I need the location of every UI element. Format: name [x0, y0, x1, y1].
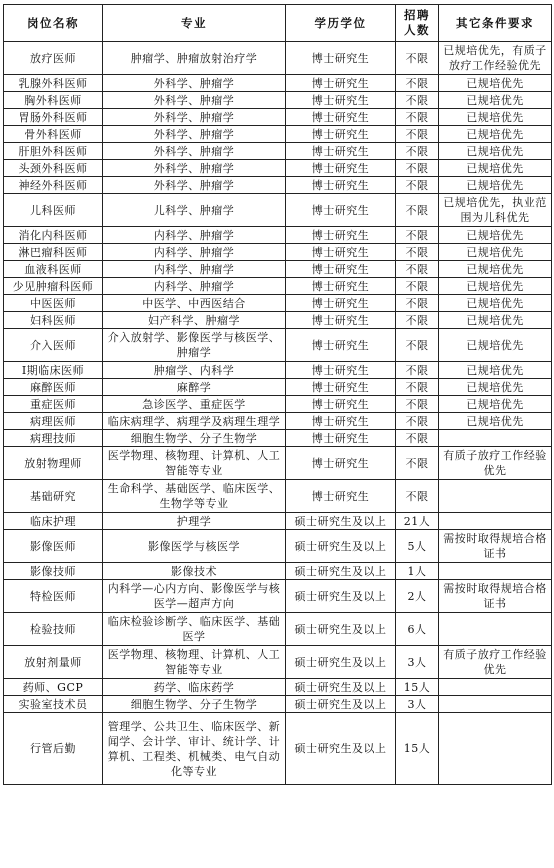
major-cell: 外科学、肿瘤学 [103, 126, 286, 143]
position-cell: 中医医师 [4, 295, 103, 312]
position-cell: 放疗医师 [4, 42, 103, 75]
position-cell: 妇科医师 [4, 312, 103, 329]
major-cell: 外科学、肿瘤学 [103, 109, 286, 126]
table-row [4, 679, 552, 696]
count-cell: 不限 [396, 244, 439, 261]
major-cell: 外科学、肿瘤学 [103, 160, 286, 177]
table-row [4, 295, 552, 312]
major-cell: 肿瘤学、内科学 [103, 362, 286, 379]
position-cell: 行管后勤 [4, 713, 103, 785]
requirements-cell: 已规培优先 [439, 143, 552, 160]
count-cell: 不限 [396, 160, 439, 177]
table-row [4, 329, 552, 362]
requirements-cell [439, 679, 552, 696]
position-cell: 检验技师 [4, 613, 103, 646]
header-position: 岗位名称 [4, 5, 103, 42]
position-cell: 放射物理师 [4, 447, 103, 480]
position-cell: 少见肿瘤科医师 [4, 278, 103, 295]
degree-cell: 硕士研究生及以上 [286, 513, 396, 530]
major-cell: 药学、临床药学 [103, 679, 286, 696]
requirements-cell [439, 513, 552, 530]
major-cell: 外科学、肿瘤学 [103, 75, 286, 92]
major-cell: 外科学、肿瘤学 [103, 143, 286, 160]
count-cell: 不限 [396, 396, 439, 413]
degree-cell: 博士研究生 [286, 126, 396, 143]
table-row [4, 92, 552, 109]
table-row [4, 261, 552, 278]
degree-cell: 博士研究生 [286, 396, 396, 413]
major-cell: 肿瘤学、肿瘤放射治疗学 [103, 42, 286, 75]
header-degree: 学历学位 [286, 5, 396, 42]
degree-cell: 博士研究生 [286, 278, 396, 295]
count-cell: 5人 [396, 530, 439, 563]
position-cell: 病理技师 [4, 430, 103, 447]
degree-cell: 博士研究生 [286, 329, 396, 362]
requirements-cell: 有质子放疗工作经验优先 [439, 646, 552, 679]
degree-cell: 博士研究生 [286, 362, 396, 379]
degree-cell: 硕士研究生及以上 [286, 613, 396, 646]
requirements-cell: 已规培优先 [439, 329, 552, 362]
count-cell: 不限 [396, 329, 439, 362]
count-cell: 不限 [396, 413, 439, 430]
table-row [4, 362, 552, 379]
position-cell: 肝胆外科医师 [4, 143, 103, 160]
count-cell: 不限 [396, 295, 439, 312]
requirements-cell: 已规培优先 [439, 244, 552, 261]
degree-cell: 硕士研究生及以上 [286, 696, 396, 713]
major-cell: 外科学、肿瘤学 [103, 92, 286, 109]
degree-cell: 硕士研究生及以上 [286, 580, 396, 613]
requirements-cell: 需按时取得规培合格证书 [439, 580, 552, 613]
count-cell: 6人 [396, 613, 439, 646]
table-row [4, 513, 552, 530]
position-cell: 乳腺外科医师 [4, 75, 103, 92]
table-row [4, 447, 552, 480]
requirements-cell [439, 713, 552, 785]
table-row [4, 530, 552, 563]
requirements-cell: 已规培优先 [439, 227, 552, 244]
degree-cell: 博士研究生 [286, 75, 396, 92]
requirements-cell: 已规培优先 [439, 278, 552, 295]
major-cell: 细胞生物学、分子生物学 [103, 696, 286, 713]
table-header-row [4, 5, 552, 42]
position-cell: 介入医师 [4, 329, 103, 362]
table-row [4, 646, 552, 679]
degree-cell: 硕士研究生及以上 [286, 713, 396, 785]
major-cell: 儿科学、肿瘤学 [103, 194, 286, 227]
major-cell: 内科学、肿瘤学 [103, 227, 286, 244]
major-cell: 医学物理、核物理、计算机、人工智能等专业 [103, 646, 286, 679]
major-cell: 医学物理、核物理、计算机、人工智能等专业 [103, 447, 286, 480]
position-cell: 特检医师 [4, 580, 103, 613]
position-cell: 药师、GCP [4, 679, 103, 696]
position-cell: 临床护理 [4, 513, 103, 530]
count-cell: 不限 [396, 75, 439, 92]
position-cell: 基础研究 [4, 480, 103, 513]
major-cell: 护理学 [103, 513, 286, 530]
requirements-cell [439, 480, 552, 513]
count-cell: 不限 [396, 126, 439, 143]
requirements-cell: 已规培优先，执业范围为儿科优先 [439, 194, 552, 227]
degree-cell: 硕士研究生及以上 [286, 646, 396, 679]
recruitment-table-container [3, 4, 551, 785]
major-cell: 管理学、公共卫生、临床医学、新闻学、会计学、审计、统计学、计算机、工程类、机械类、电气自动化等专业 [103, 713, 286, 785]
count-cell: 不限 [396, 227, 439, 244]
requirements-cell: 已规培优先 [439, 160, 552, 177]
degree-cell: 博士研究生 [286, 160, 396, 177]
count-cell: 3人 [396, 646, 439, 679]
table-row [4, 194, 552, 227]
degree-cell: 博士研究生 [286, 413, 396, 430]
table-row [4, 42, 552, 75]
position-cell: 重症医师 [4, 396, 103, 413]
position-cell: I期临床医师 [4, 362, 103, 379]
table-row [4, 563, 552, 580]
table-row [4, 379, 552, 396]
count-cell: 不限 [396, 278, 439, 295]
table-row [4, 227, 552, 244]
count-cell: 15人 [396, 713, 439, 785]
position-cell: 病理医师 [4, 413, 103, 430]
table-row [4, 696, 552, 713]
count-cell: 不限 [396, 143, 439, 160]
table-row [4, 312, 552, 329]
requirements-cell: 需按时取得规培合格证书 [439, 530, 552, 563]
degree-cell: 博士研究生 [286, 312, 396, 329]
major-cell: 介入放射学、影像医学与核医学、肿瘤学 [103, 329, 286, 362]
major-cell: 内科学、肿瘤学 [103, 244, 286, 261]
count-cell: 不限 [396, 362, 439, 379]
major-cell: 外科学、肿瘤学 [103, 177, 286, 194]
table-row [4, 580, 552, 613]
major-cell: 急诊医学、重症医学 [103, 396, 286, 413]
position-cell: 胃肠外科医师 [4, 109, 103, 126]
count-cell: 不限 [396, 109, 439, 126]
table-row [4, 160, 552, 177]
requirements-cell [439, 563, 552, 580]
table-row [4, 244, 552, 261]
table-row [4, 713, 552, 785]
position-cell: 影像技师 [4, 563, 103, 580]
major-cell: 妇产科学、肿瘤学 [103, 312, 286, 329]
position-cell: 头颈外科医师 [4, 160, 103, 177]
major-cell: 中医学、中西医结合 [103, 295, 286, 312]
header-count: 招聘人数 [396, 5, 439, 42]
degree-cell: 硕士研究生及以上 [286, 679, 396, 696]
position-cell: 血液科医师 [4, 261, 103, 278]
degree-cell: 博士研究生 [286, 177, 396, 194]
major-cell: 影像医学与核医学 [103, 530, 286, 563]
table-row [4, 126, 552, 143]
position-cell: 实验室技术员 [4, 696, 103, 713]
major-cell: 内科学、肿瘤学 [103, 278, 286, 295]
count-cell: 不限 [396, 177, 439, 194]
degree-cell: 硕士研究生及以上 [286, 530, 396, 563]
degree-cell: 博士研究生 [286, 92, 396, 109]
count-cell: 不限 [396, 42, 439, 75]
count-cell: 不限 [396, 261, 439, 278]
major-cell: 内科学、肿瘤学 [103, 261, 286, 278]
requirements-cell [439, 613, 552, 646]
recruitment-table [3, 4, 552, 785]
table-row [4, 413, 552, 430]
table-row [4, 396, 552, 413]
requirements-cell: 有质子放疗工作经验优先 [439, 447, 552, 480]
position-cell: 神经外科医师 [4, 177, 103, 194]
major-cell: 内科学—心内方向、影像医学与核医学—超声方向 [103, 580, 286, 613]
count-cell: 15人 [396, 679, 439, 696]
count-cell: 不限 [396, 430, 439, 447]
requirements-cell: 已规培优先 [439, 396, 552, 413]
position-cell: 儿科医师 [4, 194, 103, 227]
major-cell: 影像技术 [103, 563, 286, 580]
count-cell: 不限 [396, 480, 439, 513]
requirements-cell: 已规培优先 [439, 126, 552, 143]
table-row [4, 430, 552, 447]
table-body [4, 42, 552, 785]
count-cell: 1人 [396, 563, 439, 580]
major-cell: 临床检验诊断学、临床医学、基础医学 [103, 613, 286, 646]
header-major: 专业 [103, 5, 286, 42]
header-requirements: 其它条件要求 [439, 5, 552, 42]
position-cell: 骨外科医师 [4, 126, 103, 143]
degree-cell: 博士研究生 [286, 194, 396, 227]
position-cell: 消化内科医师 [4, 227, 103, 244]
table-row [4, 75, 552, 92]
requirements-cell: 已规培优先 [439, 379, 552, 396]
count-cell: 不限 [396, 312, 439, 329]
count-cell: 3人 [396, 696, 439, 713]
count-cell: 21人 [396, 513, 439, 530]
table-row [4, 613, 552, 646]
requirements-cell: 已规培优先，有质子放疗工作经验优先 [439, 42, 552, 75]
degree-cell: 博士研究生 [286, 261, 396, 278]
requirements-cell: 已规培优先 [439, 92, 552, 109]
position-cell: 影像医师 [4, 530, 103, 563]
degree-cell: 博士研究生 [286, 447, 396, 480]
requirements-cell: 已规培优先 [439, 177, 552, 194]
requirements-cell: 已规培优先 [439, 109, 552, 126]
requirements-cell: 已规培优先 [439, 75, 552, 92]
degree-cell: 博士研究生 [286, 379, 396, 396]
major-cell: 细胞生物学、分子生物学 [103, 430, 286, 447]
table-row [4, 143, 552, 160]
table-row [4, 278, 552, 295]
count-cell: 不限 [396, 194, 439, 227]
count-cell: 2人 [396, 580, 439, 613]
degree-cell: 博士研究生 [286, 109, 396, 126]
requirements-cell: 已规培优先 [439, 295, 552, 312]
degree-cell: 博士研究生 [286, 227, 396, 244]
degree-cell: 博士研究生 [286, 143, 396, 160]
degree-cell: 博士研究生 [286, 42, 396, 75]
position-cell: 胸外科医师 [4, 92, 103, 109]
table-row [4, 109, 552, 126]
requirements-cell: 已规培优先 [439, 362, 552, 379]
degree-cell: 博士研究生 [286, 295, 396, 312]
count-cell: 不限 [396, 92, 439, 109]
count-cell: 不限 [396, 447, 439, 480]
count-cell: 不限 [396, 379, 439, 396]
major-cell: 生命科学、基础医学、临床医学、生物学等专业 [103, 480, 286, 513]
degree-cell: 博士研究生 [286, 480, 396, 513]
position-cell: 淋巴瘤科医师 [4, 244, 103, 261]
requirements-cell: 已规培优先 [439, 413, 552, 430]
requirements-cell: 已规培优先 [439, 312, 552, 329]
major-cell: 麻醉学 [103, 379, 286, 396]
degree-cell: 博士研究生 [286, 244, 396, 261]
table-row [4, 480, 552, 513]
requirements-cell [439, 430, 552, 447]
table-row [4, 177, 552, 194]
major-cell: 临床病理学、病理学及病理生理学 [103, 413, 286, 430]
position-cell: 麻醉医师 [4, 379, 103, 396]
requirements-cell: 已规培优先 [439, 261, 552, 278]
degree-cell: 硕士研究生及以上 [286, 563, 396, 580]
position-cell: 放射剂量师 [4, 646, 103, 679]
degree-cell: 博士研究生 [286, 430, 396, 447]
requirements-cell [439, 696, 552, 713]
